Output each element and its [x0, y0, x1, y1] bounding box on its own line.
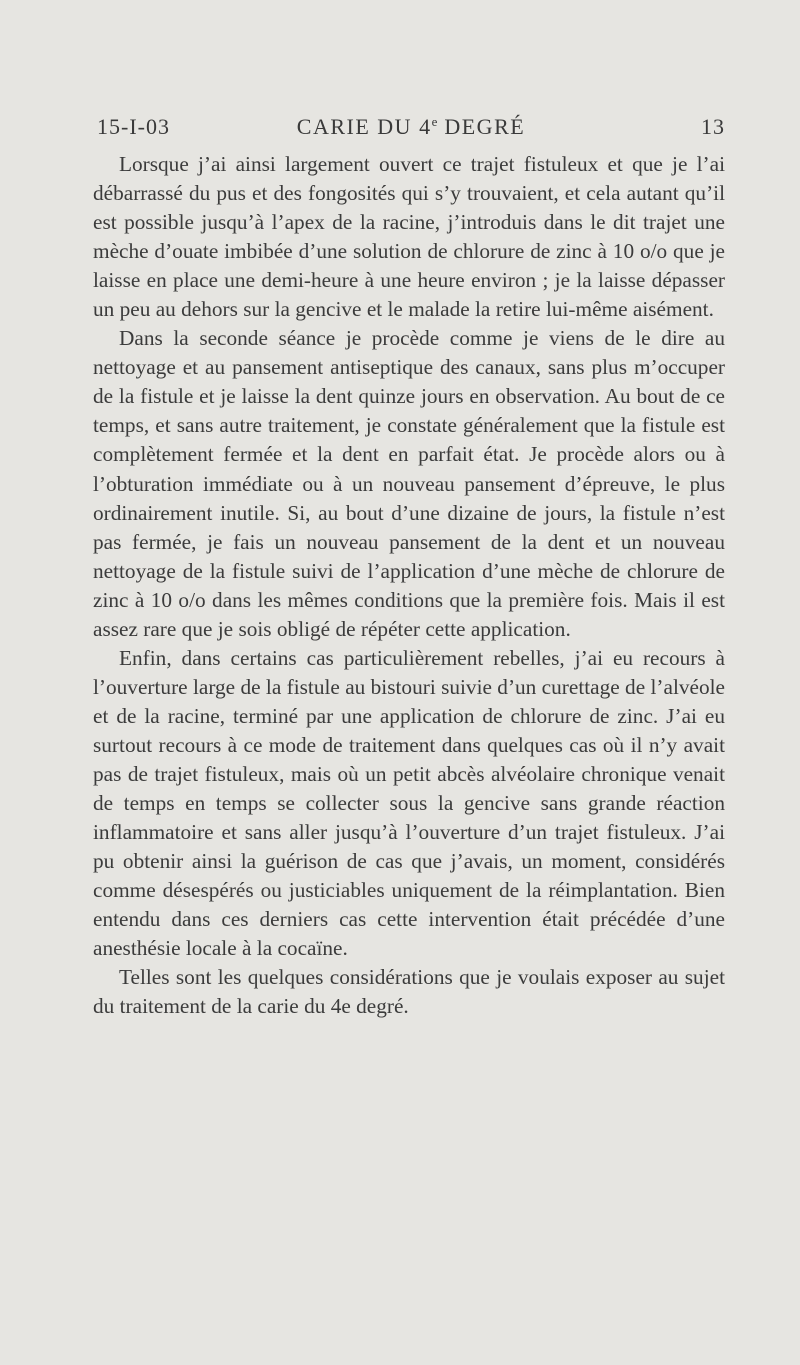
running-title [97, 114, 725, 140]
date-folio: 15-I-03 [97, 114, 170, 139]
body-text [93, 150, 725, 1021]
running-title-main: CARIE DU 4 [296, 114, 432, 139]
paragraph-4: Telles sont les quelques considérations que je voulais exposer au sujet du traitement de la carie du 4e degré. [93, 965, 725, 1019]
page-number: 13 [701, 114, 725, 139]
running-title-superscript: e [431, 114, 438, 129]
running-title-end: DEGRÉ [437, 114, 526, 139]
paragraph-3: Enfin, dans certains cas particulièrement rebelles, j’ai eu recours à l’ouverture large de la fistule au bistouri suivie d’un curettage de l’alvéole et de la racine, terminé par une application de chlorure de zinc. J’ai eu surtout recours à ce mode de traitement dans quelques cas où il n’y avait pas de trajet fistuleux, mais où un petit abcès alvéolaire chronique venait de temps en temps se collecter sous la gencive sans grande réaction inflammatoire et sans aller jusqu’à l’ouverture d’un trajet fistuleux. J’ai pu obtenir ainsi la guérison de cas que j’avais, un moment, considérés comme désespérés ou justiciables uniquement de la réimplantation. Bien entendu dans ces derniers cas cette intervention était précédée d’une anesthésie locale à la cocaïne. [93, 645, 725, 961]
paragraph-1: Lorsque j’ai ainsi largement ouvert ce trajet fistuleux et que je l’ai débarrassé du pus et des fongosités qui s’y trouvaient, et cela autant qu’il est possible jusqu’à l’apex de la racine, j’introduis dans le dit trajet une mèche d’ouate imbibée d’une solution de chlorure de zinc à 10 o/o que je laisse en place une demi-heure à une heure environ ; je la laisse dépasser un peu au dehors sur la gencive et le malade la retire lui-même aisément. [93, 152, 725, 322]
paragraph-2: Dans la seconde séance je procède comme je viens de le dire au nettoyage et au pansement antiseptique des canaux, sans plus m’occuper de la fistule et je laisse la dent quinze jours en observation. Au bout de ce temps, et sans autre traitement, je constate généralement que la fistule est complètement fermée et la dent en parfait état. Je procède alors ou à l’obturation immédiate ou à un nouveau pansement d’épreuve, le plus ordinairement inutile. Si, au bout d’une dizaine de jours, la fistule n’est pas fermée, je fais un nouveau pansement de la dent et un nouveau nettoyage de la fistule suivi de l’application d’une mèche de chlorure de zinc à 10 o/o dans les mêmes conditions que la première fois. Mais il est assez rare que je sois obligé de répéter cette application. [93, 326, 725, 641]
page-header [97, 114, 725, 144]
